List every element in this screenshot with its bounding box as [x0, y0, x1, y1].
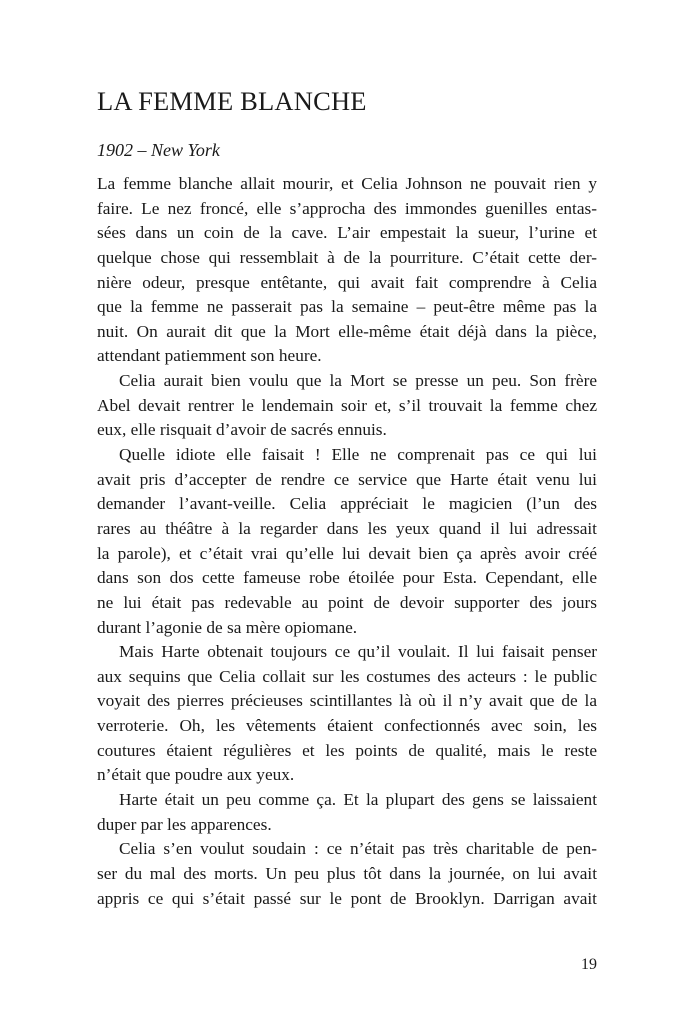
- text-line: eux, elle risquait d’avoir de sacrés ennuis.: [97, 420, 387, 440]
- text-line: rares au théâtre à la regarder dans les yeux quand il lui adressait: [97, 518, 597, 538]
- text-line: attendant patiemment son heure.: [97, 346, 322, 366]
- body-text: [97, 172, 597, 911]
- text-line: faire. Le nez froncé, elle s’approcha des immondes guenilles entas-: [97, 198, 597, 218]
- text-line: coutures étaient régulières et les points de qualité, mais le reste: [97, 740, 597, 760]
- text-line: quelque chose qui ressemblait à de la pourriture. C’était cette der-: [97, 247, 597, 267]
- chapter-subtitle: 1902 – New York: [97, 140, 220, 160]
- page-number: 19: [581, 956, 597, 973]
- text-line: Abel devait rentrer le lendemain soir et, s’il trouvait la femme chez: [97, 395, 597, 415]
- text-line: la parole), et c’était vrai qu’elle lui devait bien ça après avoir créé: [97, 543, 597, 563]
- text-line: Quelle idiote elle faisait ! Elle ne comprenait pas ce qui lui: [119, 445, 597, 465]
- text-line: duper par les apparences.: [97, 814, 272, 834]
- text-line: nuit. On aurait dit que la Mort elle-même était déjà dans la pièce,: [97, 321, 597, 341]
- text-line: nière odeur, presque entêtante, qui avait fait comprendre à Celia: [97, 272, 597, 292]
- chapter-title: LA FEMME BLANCHE: [97, 86, 367, 116]
- text-line: Celia s’en voulut soudain : ce n’était pas très charitable de pen-: [119, 839, 597, 859]
- text-line: aux sequins que Celia collait sur les costumes des acteurs : le public: [97, 666, 597, 686]
- text-line: demander l’avant-veille. Celia appréciait le magicien (l’un des: [97, 494, 597, 514]
- text-line: voyait des pierres précieuses scintillantes là où il n’y avait que de la: [97, 691, 597, 711]
- text-line: ne lui était pas redevable au point de devoir supporter des jours: [97, 592, 597, 612]
- text-line: Harte était un peu comme ça. Et la plupart des gens se laissaient: [119, 790, 597, 810]
- text-line: appris ce qui s’était passé sur le pont de Brooklyn. Darrigan avait: [97, 888, 597, 908]
- text-line: Mais Harte obtenait toujours ce qu’il voulait. Il lui faisait penser: [119, 642, 597, 662]
- text-line: que la femme ne passerait pas la semaine – peut-être même pas la: [97, 297, 597, 317]
- text-line: dans son dos cette fameuse robe étoilée pour Esta. Cependant, elle: [97, 568, 597, 588]
- text-line: Celia aurait bien voulu que la Mort se presse un peu. Son frère: [119, 371, 597, 391]
- text-line: verroterie. Oh, les vêtements étaient confectionnés avec soin, les: [97, 716, 597, 736]
- text-line: n’était que poudre aux yeux.: [97, 765, 295, 785]
- text-line: La femme blanche allait mourir, et Celia Johnson ne pouvait rien y: [97, 174, 597, 193]
- text-line: ser du mal des morts. Un peu plus tôt dans la journée, on lui avait: [97, 863, 597, 883]
- text-line: durant l’agonie de sa mère opiomane.: [97, 617, 358, 637]
- text-line: avait pris d’accepter de rendre ce service que Harte était venu lui: [97, 469, 597, 489]
- text-line: sées dans un coin de la cave. L’air empestait la sueur, l’urine et: [97, 223, 597, 243]
